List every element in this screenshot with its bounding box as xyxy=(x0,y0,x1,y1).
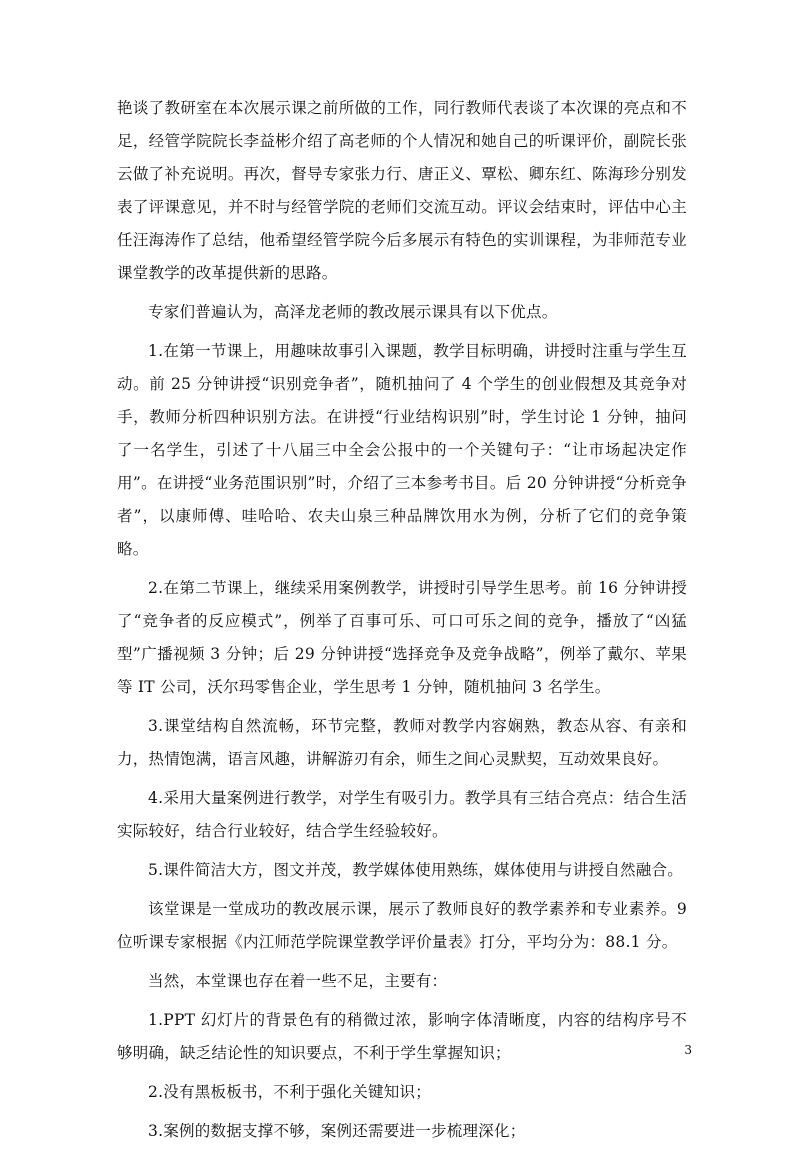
paragraph: 1.在第一节课上，用趣味故事引入课题，教学目标明确，讲授时注重与学生互动。前 25 分钟讲授“识别竞争者”，随机抽问了 4 个学生的创业假想及其竞争对手，教师分析四种识别方法。在讲授“行业结构识别”时，学生讨论 1 分钟，抽问了一名学生，引述了十八届三中全会公报中的一个关键句子：“让市场起决定作用”。在讲授“业务范围识别”时，介绍了三本参考书目。后 20 分钟讲授“分析竞争者”，以康师傅、哇哈哈、农夫山泉三种品牌饮用水为例，分析了它们的竞争策略。 xyxy=(117,342,687,558)
paragraph: 3.案例的数据支撑不够，案例还需要进一步梳理深化； xyxy=(148,1122,526,1140)
paragraph: 该堂课是一堂成功的教改展示课，展示了教师良好的教学素养和专业素养。9 位听课专家根据《内江师范学院课堂教学评价量表》打分，平均分为：88.1 分。 xyxy=(117,900,687,951)
page-number: 3 xyxy=(684,1043,692,1057)
paragraph: 2.没有黑板板书，不利于强化关键知识； xyxy=(148,1083,432,1101)
paragraph: 2.在第二节课上，继续采用案例教学，讲授时引导学生思考。前 16 分钟讲授了“竞争者的反应模式”，例举了百事可乐、可口可乐之间的竞争，播放了“凶猛型”广播视频 3 分钟；后 29 分钟讲授“选择竞争及竞争战略”，例举了戴尔、苹果等 IT 公司，沃尔玛零售企业，学生思考 1 分钟，随机抽问 3 名学生。 xyxy=(117,579,687,696)
paragraph: 5.课件简洁大方，图文并茂，教学媒体使用熟练，媒体使用与讲授自然融合。 xyxy=(148,861,684,879)
document-body xyxy=(117,92,687,1154)
paragraph: 4.采用大量案例进行教学，对学生有吸引力。教学具有三结合亮点：结合生活实际较好，结合行业较好，结合学生经验较好。 xyxy=(117,789,687,840)
paragraph: 3.课堂结构自然流畅，环节完整，教师对教学内容娴熟，教态从容、有亲和力，热情饱满，语言风趣，讲解游刃有余，师生之间心灵默契，互动效果良好。 xyxy=(117,717,687,768)
paragraph: 艳谈了教研室在本次展示课之前所做的工作，同行教师代表谈了本次课的亮点和不足，经管学院院长李益彬介绍了高老师的个人情况和她自己的听课评价，副院长张云做了补充说明。再次，督导专家张力行、唐正义、覃松、卿东红、陈海珍分别发表了评课意见，并不时与经管学院的老师们交流互动。评议会结束时，评估中心主任汪海涛作了总结，他希望经管学院今后多展示有特色的实训课程，为非师范专业课堂教学的改革提供新的思路。 xyxy=(117,99,687,282)
paragraph: 当然，本堂课也存在着一些不足，主要有： xyxy=(148,972,448,990)
paragraph: 1.PPT 幻灯片的背景色有的稍微过浓，影响字体清晰度，内容的结构序号不够明确，缺乏结论性的知识要点，不利于学生掌握知识； xyxy=(117,1011,687,1062)
paragraph: 专家们普遍认为，高泽龙老师的教改展示课具有以下优点。 xyxy=(148,303,558,321)
